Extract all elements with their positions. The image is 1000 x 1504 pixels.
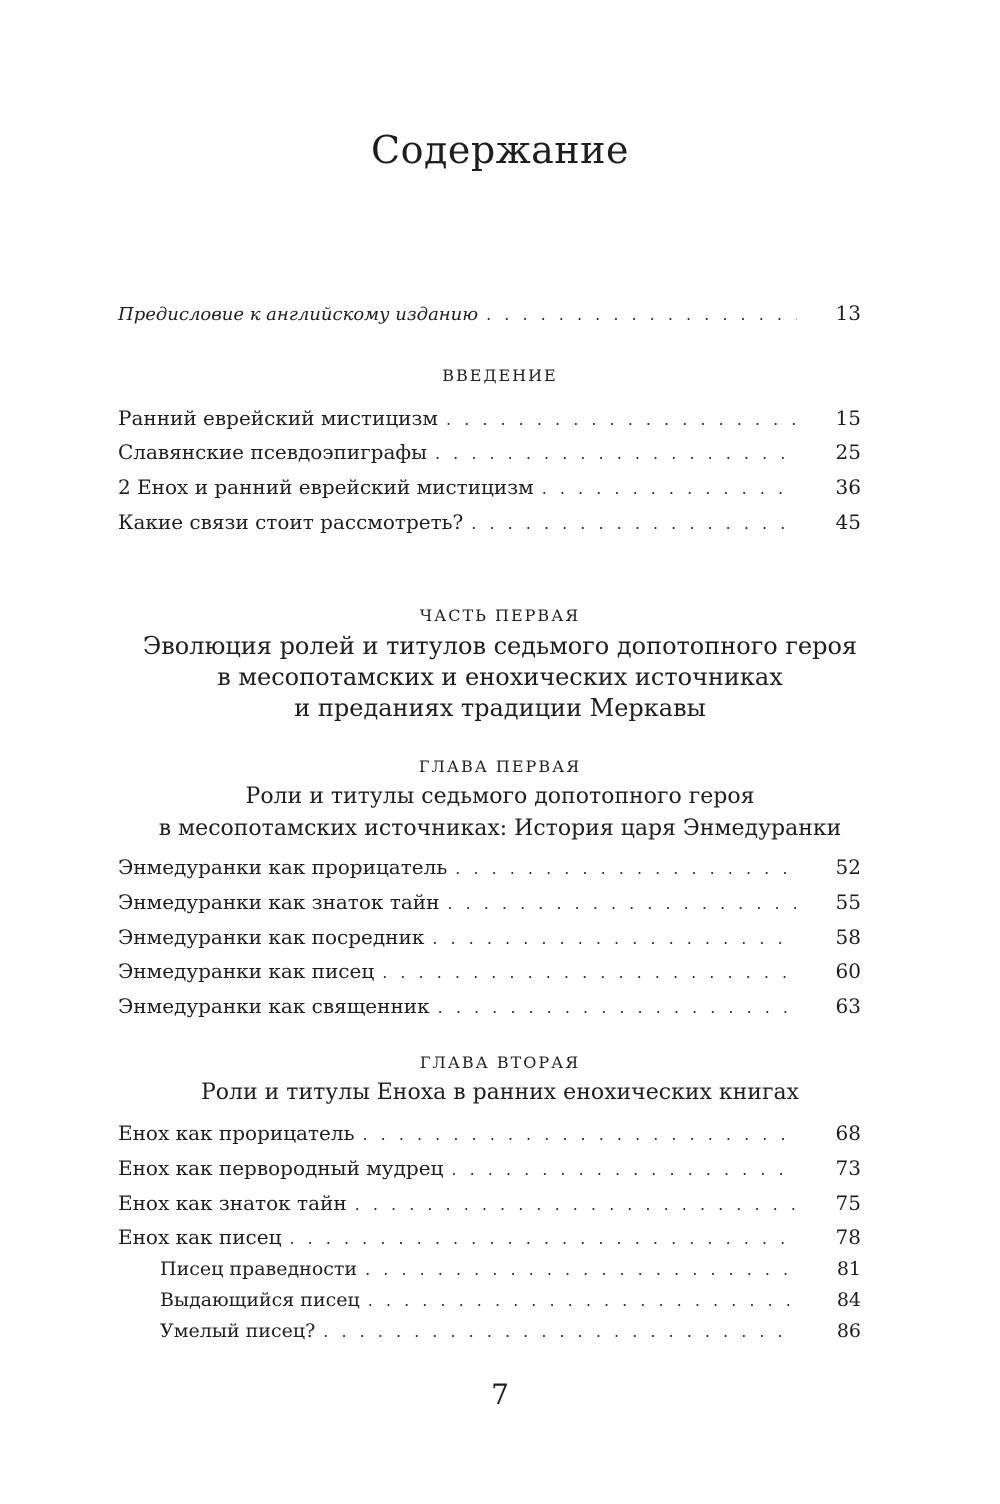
chapter-two-title-line: Роли и титулы Еноха в ранних енохических книгах — [200, 1080, 800, 1105]
chapter-one-heading: ГЛАВА ПЕРВАЯ — [418, 757, 582, 776]
toc-entry[interactable] — [118, 471, 861, 503]
dot-leader — [432, 923, 797, 955]
dot-leader — [486, 299, 797, 331]
toc-entry-page: 60 — [835, 959, 861, 983]
toc-entry-page: 13 — [835, 301, 861, 325]
dot-leader — [323, 1316, 797, 1348]
toc-entry-page: 78 — [835, 1225, 861, 1249]
toc-entry-label: Выдающийся писец — [160, 1289, 360, 1311]
toc-entry-page: 36 — [835, 475, 861, 499]
toc-entry-preface[interactable] — [118, 297, 861, 329]
toc-entry-page: 86 — [836, 1320, 861, 1342]
toc-entry-page: 58 — [835, 925, 861, 949]
toc-entry-page: 73 — [835, 1156, 861, 1180]
dot-leader — [355, 1189, 797, 1221]
toc-entry-label: Энмедуранки как прорицатель — [118, 855, 448, 879]
toc-entry[interactable] — [118, 1187, 861, 1219]
toc-entry[interactable] — [118, 436, 861, 468]
toc-entry-page: 45 — [835, 510, 861, 534]
toc-entry-page: 15 — [835, 406, 861, 430]
toc-subentry[interactable] — [160, 1253, 861, 1285]
part-one-heading: ЧАСТЬ ПЕРВАЯ — [419, 606, 581, 625]
page-number: 7 — [491, 1378, 509, 1411]
part-one-title-line: Эволюция ролей и титулов седьмого допотопного героя — [142, 632, 858, 660]
toc-entry-label: Энмедуранки как посредник — [118, 925, 425, 949]
toc-entry[interactable] — [118, 886, 861, 918]
toc-entry-page: 75 — [835, 1191, 861, 1215]
dot-leader — [368, 1285, 797, 1317]
toc-entry[interactable] — [118, 1117, 861, 1149]
toc-entry-label: Какие связи стоит рассмотреть? — [118, 510, 464, 534]
toc-entry[interactable] — [118, 506, 861, 538]
dot-leader — [447, 888, 797, 920]
dot-leader — [455, 853, 797, 885]
chapter-one-title-line: Роли и титулы седьмого допотопного героя — [245, 784, 755, 809]
toc-entry-label: Енох как прорицатель — [118, 1121, 355, 1145]
dot-leader — [542, 473, 797, 505]
toc-entry-page: 52 — [835, 855, 861, 879]
toc-entry-page: 63 — [835, 994, 861, 1018]
dot-leader — [382, 957, 797, 989]
toc-entry[interactable] — [118, 921, 861, 953]
chapter-one-title-line: в месопотамских источниках: История царя Энмедуранки — [158, 816, 842, 841]
toc-entry-label: Энмедуранки как священник — [118, 994, 430, 1018]
toc-entry-label: Енох как первородный мудрец — [118, 1156, 444, 1180]
toc-entry-page: 81 — [836, 1258, 861, 1280]
part-one-title-line: в месопотамских и енохических источниках — [217, 663, 783, 691]
page-title: Содержание — [371, 128, 629, 172]
toc-entry-label: Энмедуранки как писец — [118, 959, 375, 983]
toc-subentry[interactable] — [160, 1284, 861, 1316]
dot-leader — [289, 1223, 797, 1255]
dot-leader — [365, 1254, 797, 1286]
toc-entry-label: Писец праведности — [160, 1258, 358, 1280]
toc-subentry[interactable] — [160, 1315, 861, 1347]
toc-entry[interactable] — [118, 990, 861, 1022]
toc-entry-page: 25 — [835, 440, 861, 464]
part-one-title-line: и преданиях традиции Меркавы — [294, 694, 706, 722]
toc-entry[interactable] — [118, 851, 861, 883]
toc-entry-page: 84 — [836, 1289, 861, 1311]
toc-entry[interactable] — [118, 955, 861, 987]
toc-entry[interactable] — [118, 402, 861, 434]
toc-entry-label: Енох как знаток тайн — [118, 1191, 347, 1215]
introduction-heading: ВВЕДЕНИЕ — [442, 366, 558, 385]
toc-entry-page: 55 — [835, 890, 861, 914]
toc-entry-label: Предисловие к английскому изданию — [118, 304, 479, 325]
toc-entry-page: 68 — [835, 1121, 861, 1145]
dot-leader — [446, 404, 797, 436]
toc-entry[interactable] — [118, 1152, 861, 1184]
toc-entry-label: Ранний еврейский мистицизм — [118, 406, 438, 430]
toc-entry-label: 2 Енох и ранний еврейский мистицизм — [118, 475, 534, 499]
dot-leader — [451, 1154, 797, 1186]
dot-leader — [438, 992, 797, 1024]
dot-leader — [471, 508, 797, 540]
dot-leader — [435, 438, 797, 470]
toc-entry-label: Енох как писец — [118, 1225, 282, 1249]
dot-leader — [362, 1119, 797, 1151]
chapter-two-heading: ГЛАВА ВТОРАЯ — [419, 1053, 581, 1072]
toc-entry[interactable] — [118, 1221, 861, 1253]
toc-entry-label: Умелый писец? — [160, 1320, 316, 1342]
toc-entry-label: Энмедуранки как знаток тайн — [118, 890, 440, 914]
toc-entry-label: Славянские псевдоэпиграфы — [118, 440, 427, 464]
